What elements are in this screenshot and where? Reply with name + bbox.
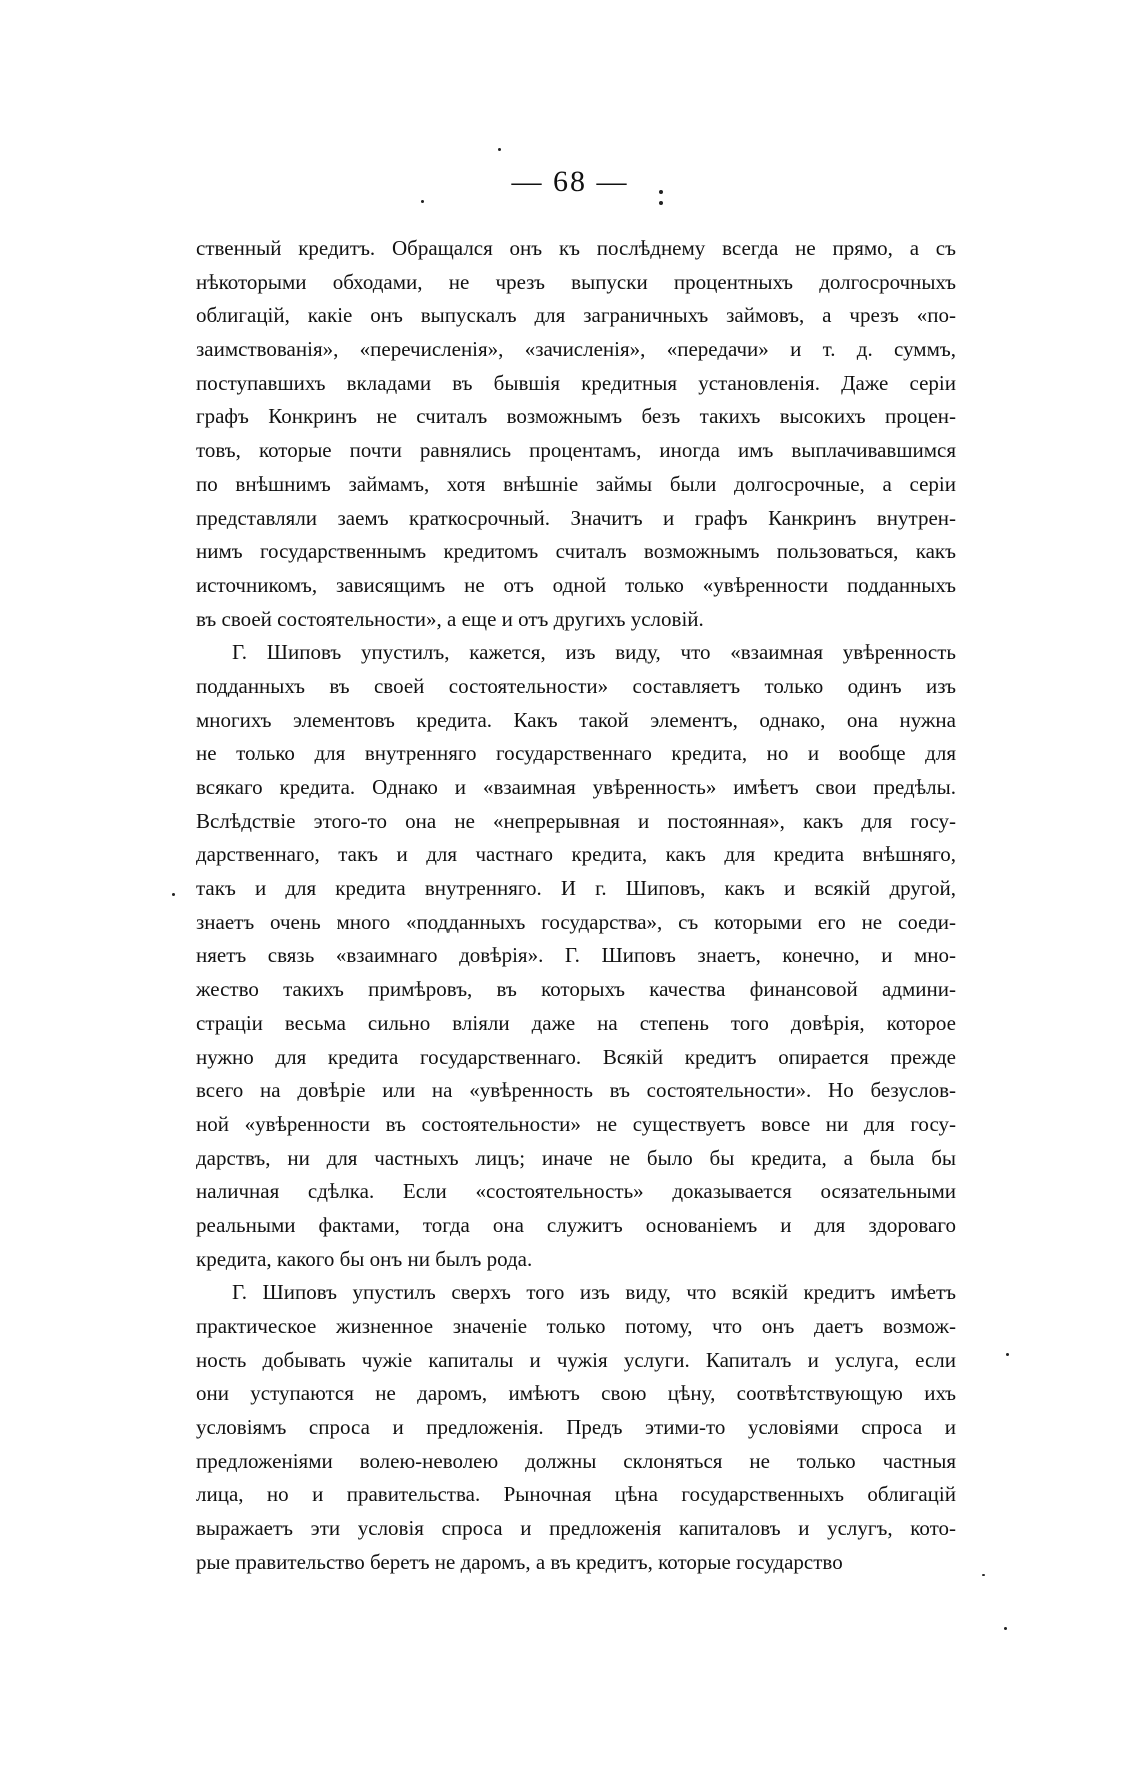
text-line: наличная сдѣлка. Если «состоятельность» доказывается осязательными (196, 1179, 956, 1204)
scan-speck (1006, 1353, 1009, 1356)
scan-speck (659, 190, 663, 194)
text-line: предложеніями волею-неволею должны склоняться не только частныя (196, 1448, 956, 1473)
text-line: лица, но и правительства. Рыночная цѣна государственныхъ облигацій (196, 1482, 956, 1507)
text-line: такъ и для кредита внутренняго. И г. Шиповъ, какъ и всякій другой, (196, 876, 956, 901)
scan-speck (982, 1574, 985, 1576)
text-line: нимъ государственнымъ кредитомъ считалъ возможнымъ пользоваться, какъ (196, 539, 956, 564)
page-number: — 68 — (511, 165, 629, 198)
text-line: всякаго кредита. Однако и «взаимная увѣренность» имѣетъ свои предѣлы. (196, 775, 956, 799)
text-line: выражаетъ эти условія спроса и предложенія капиталовъ и услугъ, кото- (196, 1516, 956, 1541)
scan-speck (172, 893, 175, 896)
text-line: не только для внутренняго государственнаго кредита, но и вообще для (196, 741, 956, 766)
text-line: ственный кредитъ. Обращался онъ къ послѣднему всегда не прямо, а съ (196, 236, 956, 260)
text-line: многихъ элементовъ кредита. Какъ такой элементъ, однако, она нужна (196, 707, 956, 732)
text-line: знаетъ очень много «подданныхъ государства», съ которыми его не соеди- (196, 909, 956, 934)
text-line: товъ, которые почти равнялись процентамъ, иногда имъ выплачивавшимся (196, 438, 956, 463)
text-line: дарствъ, ни для частныхъ лицъ; иначе не было бы кредита, а была бы (196, 1145, 956, 1170)
text-line: дарственнаго, такъ и для частнаго кредита, какъ для кредита внѣшняго, (196, 842, 956, 867)
text-line: реальными фактами, тогда она служитъ основаніемъ и для здороваго (196, 1212, 956, 1237)
text-line: рые правительство беретъ не даромъ, а въ кредитъ, которые государство (196, 1549, 843, 1574)
body-text (196, 232, 956, 1580)
text-line: ной «увѣренности въ состоятельности» не существуетъ вовсе ни для госу- (196, 1111, 956, 1136)
paragraph-3 (196, 1276, 956, 1579)
text-line: няетъ связь «взаимнаго довѣрія». Г. Шиповъ знаетъ, конечно, и мно- (196, 943, 956, 968)
text-line: ность добывать чужіе капиталы и чужія услуги. Капиталъ и услуга, если (196, 1347, 956, 1372)
text-line: Вслѣдствіе этого-то она не «непрерывная и постоянная», какъ для госу- (196, 808, 956, 833)
paragraph-2 (196, 636, 956, 1276)
scan-speck (1004, 1627, 1007, 1630)
text-line: представляли заемъ краткосрочный. Значитъ и графъ Канкринъ внутрен- (196, 505, 956, 530)
text-line: въ своей состоятельности», а еще и отъ другихъ условій. (196, 606, 704, 631)
text-line: всего на довѣріе или на «увѣренность въ состоятельности». Но безуслов- (196, 1078, 956, 1103)
text-line: источникомъ, зависящимъ не отъ одной только «увѣренности подданныхъ (196, 572, 956, 597)
text-line: графъ Конкринъ не считалъ возможнымъ безъ такихъ высокихъ процен- (196, 404, 956, 429)
text-line: Г. Шиповъ упустилъ сверхъ того изъ виду, что всякій кредитъ имѣетъ (232, 1280, 956, 1305)
text-line: заимствованія», «перечисленія», «зачисленія», «передачи» и т. д. суммъ, (196, 337, 956, 362)
text-line: жество такихъ примѣровъ, въ которыхъ качества финансовой админи- (196, 977, 956, 1002)
text-line: облигацій, какіе онъ выпускалъ для заграничныхъ займовъ, а чрезъ «по- (196, 303, 956, 328)
text-line: нужно для кредита государственнаго. Всякій кредитъ опирается прежде (196, 1044, 956, 1069)
text-line: поступавшихъ вкладами въ бывшія кредитныя установленія. Даже серіи (196, 370, 956, 395)
text-line: по внѣшнимъ займамъ, хотя внѣшніе займы были долгосрочные, а серіи (196, 471, 956, 496)
text-line: условіямъ спроса и предложенія. Предъ этими-то условіями спроса и (196, 1415, 956, 1440)
scan-speck (421, 200, 424, 203)
text-line: подданныхъ въ своей состоятельности» составляетъ только одинъ изъ (196, 673, 956, 698)
text-line: страціи весьма сильно вліяли даже на степень того довѣрія, которое (196, 1010, 956, 1035)
text-line: кредита, какого бы онъ ни былъ рода. (196, 1246, 533, 1271)
scan-speck (659, 201, 663, 205)
text-line: Г. Шиповъ упустилъ, кажется, изъ виду, что «взаимная увѣренность (232, 640, 956, 665)
paragraph-1 (196, 232, 956, 636)
text-line: нѣкоторыми обходами, не чрезъ выпуски процентныхъ долгосрочныхъ (196, 269, 956, 294)
text-line: практическое жизненное значеніе только потому, что онъ даетъ возмож- (196, 1314, 956, 1338)
text-line: они уступаются не даромъ, имѣютъ свою цѣну, соотвѣтствующую ихъ (196, 1381, 956, 1406)
scan-speck (498, 148, 501, 151)
